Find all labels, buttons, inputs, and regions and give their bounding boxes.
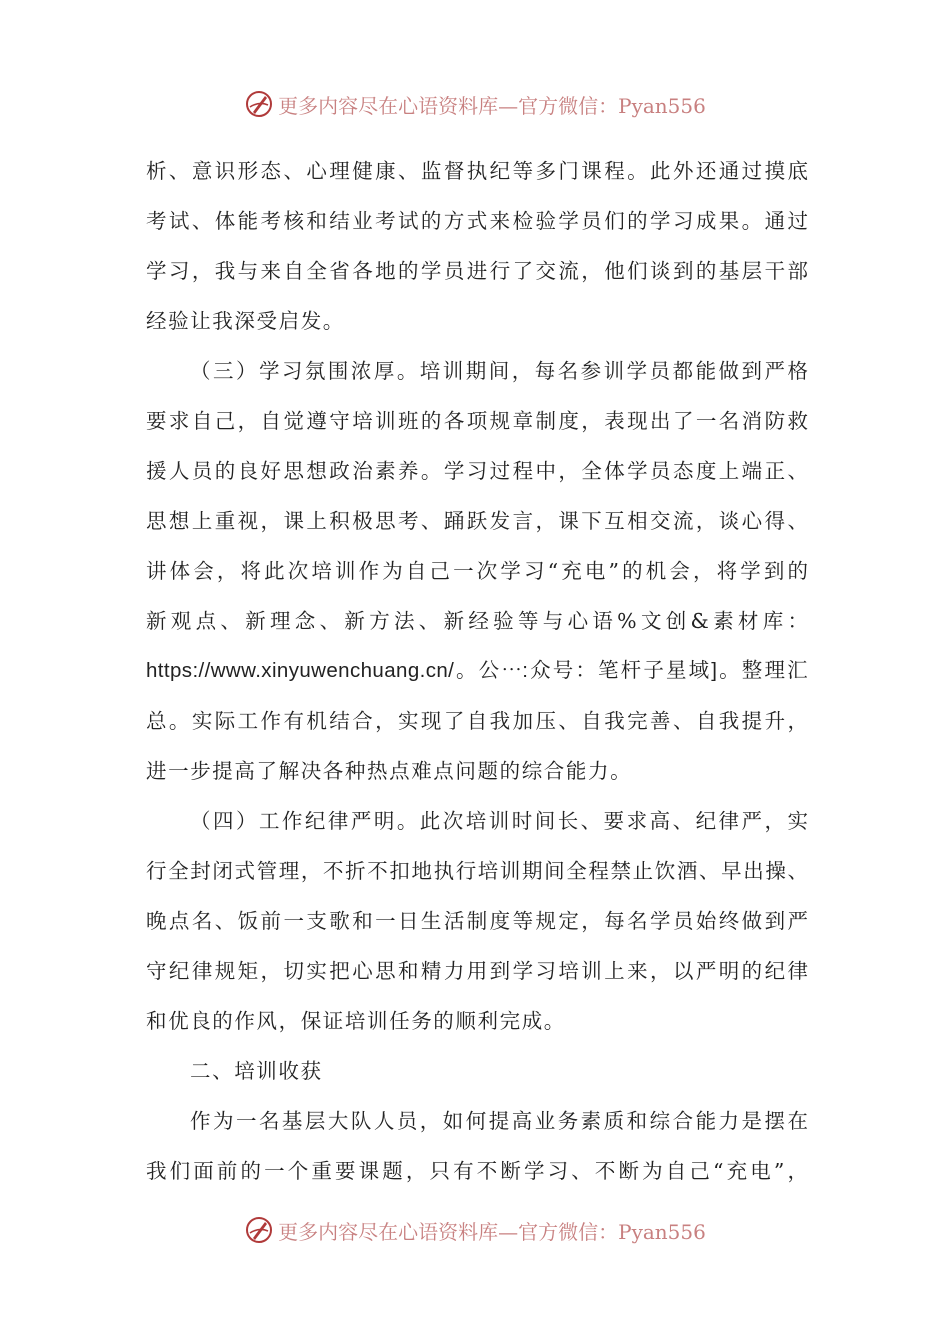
header-banner xyxy=(0,84,950,124)
text-line: 讲体会，将此次培训作为自己一次学习“充电”的机会，将学到的 xyxy=(146,559,808,583)
text-line: 晚点名、饭前一支歌和一日生活制度等规定，每名学员始终做到严 xyxy=(146,909,808,933)
quill-pen-logo-icon xyxy=(244,89,274,119)
text-line: （四）工作纪律严明。此次培训时间长、要求高、纪律严，实 xyxy=(190,809,808,833)
text-line: 援人员的良好思想政治素养。学习过程中，全体学员态度上端正、 xyxy=(146,459,808,483)
text-line: 考试、体能考核和结业考试的方式来检验学员们的学习成果。通过 xyxy=(146,209,808,233)
section-heading: 二、培训收获 xyxy=(190,1059,323,1083)
text-line: 析、意识形态、心理健康、监督执纪等多门课程。此外还通过摸底 xyxy=(146,159,808,183)
text-line: 作为一名基层大队人员，如何提高业务素质和综合能力是摆在 xyxy=(190,1109,808,1133)
quill-pen-logo-icon xyxy=(244,1215,274,1245)
text-line: 行全封闭式管理，不折不扣地执行培训期间全程禁止饮酒、早出操、 xyxy=(146,859,808,883)
text-line: 新观点、新理念、新方法、新经验等与心语%文创&素材库： xyxy=(146,609,808,633)
text-line: 进一步提高了解决各种热点难点问题的综合能力。 xyxy=(146,759,633,783)
text-line: 我们面前的一个重要课题，只有不断学习、不断为自己“充电”， xyxy=(146,1159,808,1183)
text-line: 学习，我与来自全省各地的学员进行了交流，他们谈到的基层干部 xyxy=(146,259,808,283)
text-line: 总。实际工作有机结合，实现了自我加压、自我完善、自我提升， xyxy=(146,709,808,733)
text-line: 思想上重视，课上积极思考、踊跃发言，课下互相交流，谈心得、 xyxy=(146,509,808,533)
text-line: 守纪律规矩，切实把心思和精力用到学习培训上来，以严明的纪律 xyxy=(146,959,808,983)
text-line: 和优良的作风，保证培训任务的顺利完成。 xyxy=(146,1009,566,1033)
text-line: 经验让我深受启发。 xyxy=(146,309,345,333)
text-line-url: https://www.xinyuwenchuang.cn/。公⋯:众号：笔杆子星域]。整理汇 xyxy=(146,659,808,682)
footer-banner xyxy=(0,1210,950,1250)
document-body xyxy=(146,146,808,1196)
header-banner-text: 更多内容尽在心语资料库—官方微信：Pyan556 xyxy=(278,93,706,118)
text-line: 要求自己，自觉遵守培训班的各项规章制度，表现出了一名消防救 xyxy=(146,409,808,433)
text-line: （三）学习氛围浓厚。培训期间，每名参训学员都能做到严格 xyxy=(190,359,808,383)
footer-banner-text: 更多内容尽在心语资料库—官方微信：Pyan556 xyxy=(278,1219,706,1244)
